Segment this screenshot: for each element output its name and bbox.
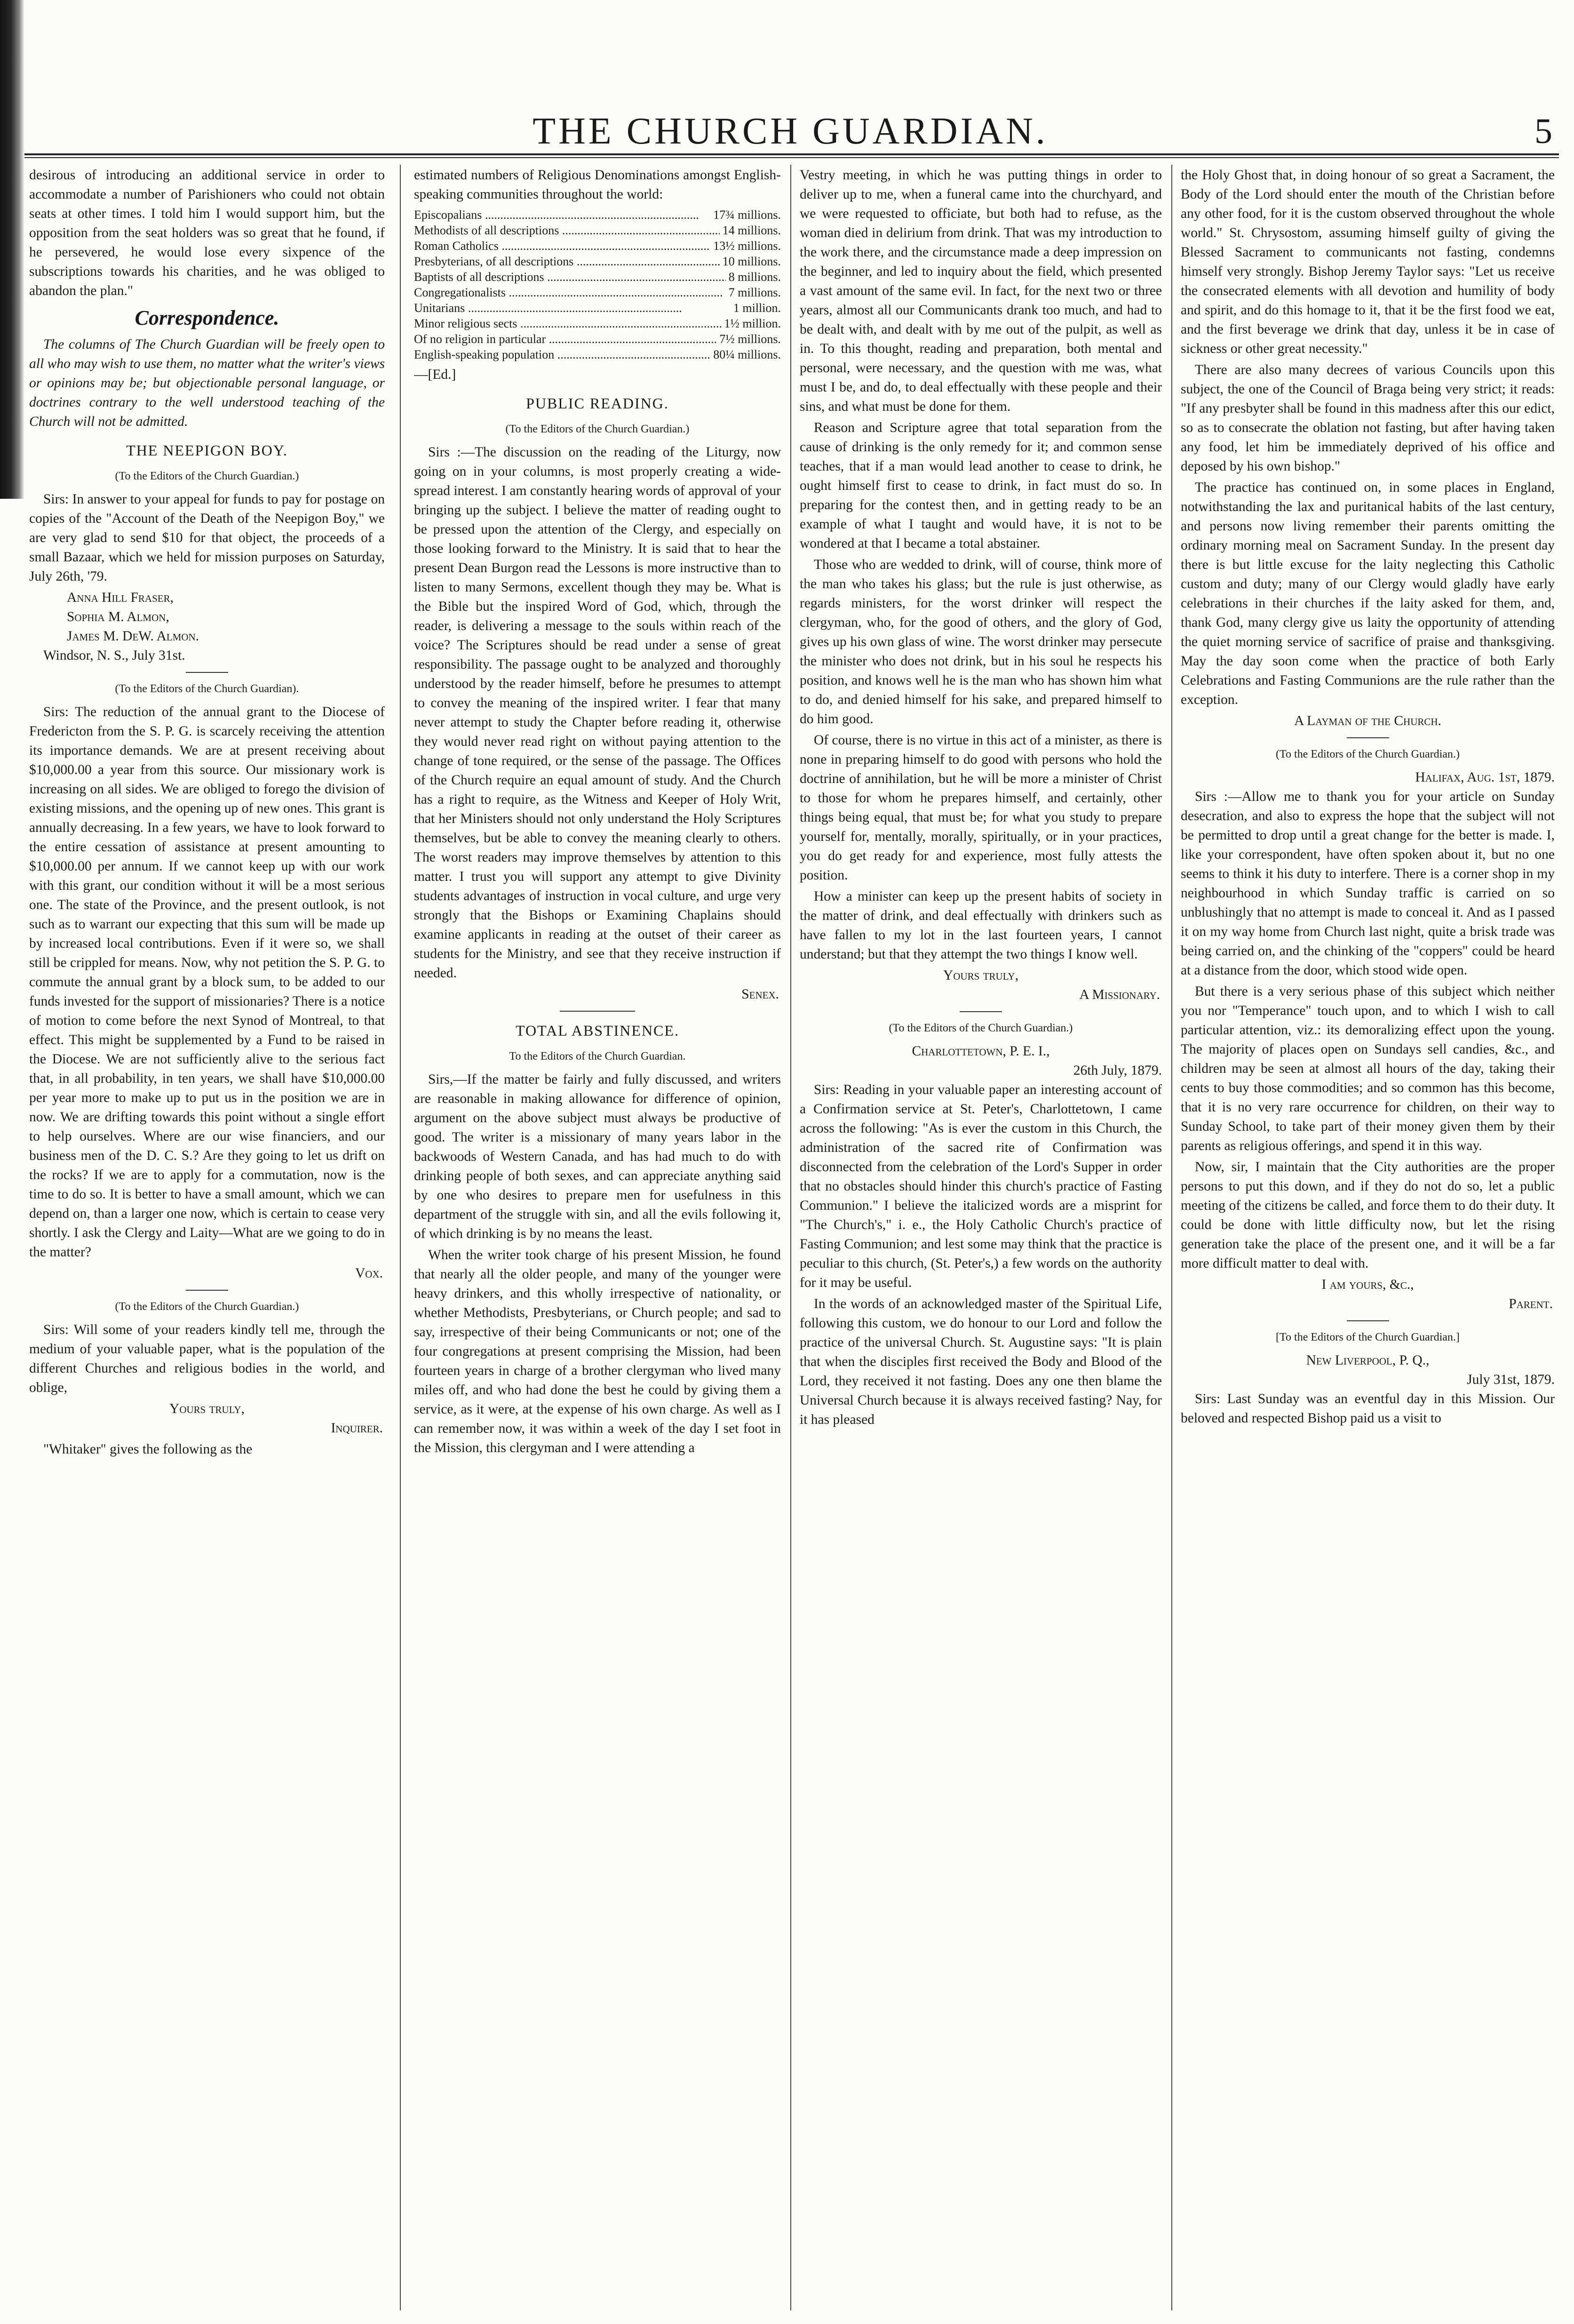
page-number: 5: [1534, 112, 1552, 151]
column-2: [414, 166, 781, 2307]
letter-body: Sirs :—The discussion on the reading of the Liturgy, now going on in your columns, is most properly creating a wide-spread interest. I am constantly hearing words of approval of your bringing up the subject. I believe the matter of reading ought to be pressed upon the attention of the Clergy, and especially on those looking forward to the Ministry. It is said that to hear the present Dean Burgon read the Lessons is more instructive than to listen to many Sermons, excellent though they may be. What is the Bible but the inspired Word of God, which, through the reader, is delivering a message to the souls within reach of the voice? The Scriptures should be read under a sense of great responsibility. The passage ought to be analyzed and thoroughly understood by the reader himself, before he presumes to attempt to convey the meaning of the inspired writer. I fear that many never attempt to study the Chapter before reading it, otherwise they would never read right on without paying attention to the change of tone required, or the sense of the passage. The Offices of the Church require an equal amount of study. And the Church has a right to require, as the Witness and Keeper of Holy Writ, that her Ministers should not only understand the Holy Scriptures themselves, but be able to convey the meaning clearly to others. The worst readers may improve themselves by attention to this matter. I trust you will support any attempt to give Divinity students advantages of instruction in vocal culture, and urge very strongly that the Bishops or Examining Chaplains should examine applicants in reading at the outset of their career as students for the Ministry, and see that they receive instruction if needed.: [414, 445, 781, 981]
letter-body: Sirs,—If the matter be fairly and fully discussed, and writers are reasonable in making allowance for difference of opinion, argument on the above subject must always be productive of good. The writer is a missionary of many years labor in the backwoods of Western Canada, and has had much to do with drinking people of both sexes, and can appreciate anything said by one who desires to prepare men for usefulness in this department of the struggle with sin, and all the evils following it, of which drinking is by no means the least.: [414, 1072, 781, 1241]
separator: [560, 1011, 635, 1012]
paragraph: Of course, there is no virtue in this act of a minister, as there is none in preparing himself to do good with persons who hold the doctrine of annihilation, but he will be more a minister of Christ to those for whom he prepares himself, and certainly, other things being equal, that must be; for what you study to prepare yourself for, mentally, morally, spiritually, or in your practices, you do get ready for and experience, most fully attests the position.: [800, 733, 1162, 883]
column-divider: [1171, 165, 1172, 2310]
column-divider: [400, 165, 401, 2310]
table-row: [414, 269, 781, 285]
row-value: 1 million.: [733, 301, 781, 315]
row-label: Episcopalians .....: [414, 207, 710, 223]
masthead-rule: [24, 153, 1559, 155]
row-value: 7½ millions.: [719, 332, 781, 346]
article-heading: TOTAL ABSTINENCE.: [516, 1022, 679, 1039]
table-row: [414, 285, 781, 300]
letter-place: Charlottetown, P. E. I.,: [912, 1044, 1050, 1059]
row-value: 17¾ millions.: [713, 208, 781, 222]
reply-start: "Whitaker" gives the following as the: [43, 1442, 253, 1457]
letter-closing: Yours truly,: [169, 1401, 245, 1416]
signature: Inquirer.: [331, 1421, 383, 1436]
signatory: James M. DeW. Almon.: [67, 629, 199, 644]
masthead-rule-thin: [24, 157, 1559, 158]
editors-line: (To the Editors of the Church Guardian.): [889, 1022, 1073, 1034]
paragraph: How a minister can keep up the present habits of society in the matter of drink, and deal effectually with drinkers such as have fallen to my lot in the last fourteen years, I cannot understand; but that they attempt the two things I know well.: [800, 889, 1162, 962]
letter-body: Now, sir, I maintain that the City authorities are the proper persons to put this down, and if they do not do so, let a public meeting of the citizens be called, and force them to do their duty. It could be done with little difficulty now, but let the rising generation take the place of the present one, and it will be a far more difficult matter to deal with.: [1181, 1159, 1555, 1271]
editors-line: (To the Editors of the Church Guardian).: [115, 683, 299, 695]
masthead: [28, 111, 1552, 152]
signature: Parent.: [1509, 1296, 1553, 1311]
row-label: Of no religion in particular .....: [414, 331, 716, 347]
paragraph: Those who are wedded to drink, will of course, think more of the man who takes his glass; but the rule is just otherwise, as regards ministers, for the worst drinker will respect the clergyman, who, for the good of others, and the glory of God, gives up his own glass of wine. The worst drinker may persecute the minister who does not drink, but in his soul he respects his position, and knows well he is the man who has shown him what to do, and denied himself for his sake, and prepared himself to do him good.: [800, 557, 1162, 727]
table-row: [414, 238, 781, 254]
row-label: Presbyterians, of all descriptions .....: [414, 254, 720, 269]
row-label: Minor religious sects .....: [414, 316, 721, 331]
letter-place: Windsor, N. S., July 31st.: [43, 648, 185, 663]
row-value: 13½ millions.: [713, 239, 781, 253]
letter-body: Sirs: The reduction of the annual grant to the Diocese of Fredericton from the S. P. G. is scarcely receiving the attention its importance demands. We are at present receiving about $10,000.00 a year from this source. Our missionary work is increasing on all sides. We are obliged to forego the division of existing missions, and the opening up of new ones. This grant is annually decreasing. In a few years, we have to look forward to the entire cessation of assistance at present amounting to $10,000.00 per annum. If we cannot keep up with our work with this grant, our condition without it will be a most serious one. The state of the Province, and the present outlook, is not such as to warrant our expecting that this sum will be made up by increased local contributions. Even if it were so, we shall still be crippled for means. Now, why not petition the S. P. G. to commute the annual grant by a block sum, to be added to our funds invested for the support of missionaries? There is a notice of motion to come before the next Synod of Montreal, to that effect. This might be supplemented by a Fund to be raised in the Diocese. We are not sufficiently alive to the serious fact that, in all probability, in ten years, we shall have $10,000.00 per year more to make up to put us in the position we are in now. We are drifting towards this point without a single effort to help ourselves. Where are our wise financiers, and our business men of the D. C. S.? Are they going to let us drift on the rocks? If we are to apply for a commutation, now is the time to do so. It is better to have a small amount, which we can depend on, than a larger one now, which is certain to cease very shortly. I ask the Clergy and Laity—What are we going to do in the matter?: [29, 704, 385, 1260]
signature: Vox.: [355, 1266, 383, 1281]
letter-body: Sirs: Reading in your valuable paper an interesting account of a Confirmation service at St. Peter's, Charlottetown, I came across the following: "As is ever the custom in this Church, the administration of the sacred rite of Confirmation was disconnected from the celebration of the Lord's Supper in order that no obstacles should hinder this church's practice of Fasting Communion." I believe the italicized words are a misprint for "The Church's," i. e., the Holy Catholic Church's practice of Fasting Communion; and lest some may think that the practice is peculiar to this church, (St. Peter's,) a few words on the authority for it may be useful.: [800, 1082, 1162, 1290]
row-label: Congregationalists .....: [414, 285, 726, 300]
letter-body: Sirs: In answer to your appeal for funds to pay for postage on copies of the "Account of the Death of the Neepigon Boy," we are very glad to send $10 for that object, the proceeds of a small Bazaar, which we held for mission purposes on Saturday, July 26th, '79.: [29, 492, 385, 584]
table-row: [414, 300, 781, 316]
signatory: Sophia M. Almon,: [67, 609, 169, 624]
column-4: [1181, 166, 1555, 2307]
table-row: [414, 347, 781, 362]
row-label: English-speaking population .....: [414, 347, 710, 362]
separator: [1347, 737, 1389, 738]
paragraph: There are also many decrees of various Councils upon this subject, the one of the Council of Braga being very strict; it reads: "If any presbyter shall be found in this madness after this our edict, so as to consecrate the oblation not fasting, but after having taken any food, let him be immediately deprived of his office and deposed by his own bishop.": [1181, 362, 1555, 474]
letter-place: Halifax, Aug. 1st, 1879.: [1415, 770, 1555, 785]
paragraph: Vestry meeting, in which he was putting things in order to deliver up to me, when a funeral came into the churchyard, and we were requested to officiate, but both had to refuse, as the woman died in delirium from drink. That was my introduction to the work there, and the circumstance made a deep impression on the beginner, and led to inquiry about the field, which presented a vast amount of the same evil. In fact, for the next two or three years, almost all our Communicants drank too much, and had to be dealt with, and dealt with by me out of the pulpit, as well as in. To this thought, reading and preparation, both mental and personal, were necessary, and the question with me was, what must I be, and do, to deal effectually with these people and their sins, and what must be done for them.: [800, 168, 1162, 414]
scan-binding-edge: [0, 0, 24, 499]
row-value: 8 millions.: [728, 270, 781, 284]
row-value: 80¼ millions.: [713, 348, 781, 361]
editor-note: —[Ed.]: [414, 367, 456, 382]
row-value: 10 millions.: [722, 255, 781, 268]
table-row: [414, 223, 781, 238]
table-row: [414, 331, 781, 347]
editors-line: [To the Editors of the Church Guardian.]: [1276, 1331, 1460, 1343]
editors-line: (To the Editors of the Church Guardian.): [505, 423, 690, 435]
column-divider: [790, 165, 791, 2310]
editors-line: (To the Editors of the Church Guardian.): [115, 1301, 299, 1313]
row-label: Baptists of all descriptions .....: [414, 269, 726, 285]
row-value: 1½ million.: [724, 317, 781, 330]
editors-line: (To the Editors of the Church Guardian.): [115, 470, 299, 482]
row-label: Methodists of all descriptions .....: [414, 223, 720, 238]
letter-body: In the words of an acknowledged master of the Spiritual Life, following this custom, we do honour to our Lord and follow the practice of the universal Church. St. Augustine says: "It is plain that when the disciples first received the Body and Blood of the Lord, they received it not fasting. Does any one then blame the Universal Church because it is always received fasting? Nay, for it has pleased: [800, 1296, 1162, 1427]
denomination-table: [414, 207, 781, 362]
paragraph: Reason and Scripture agree that total separation from the cause of drinking is the only remedy for it; and common sense teaches, that if a man would lead another to cease to drink, he ought himself first to cease to drink, in fact must do so. In preparing for the contest then, and in getting ready to be an example of what I taught and would have, it is not to be wondered at that I became a total abstainer.: [800, 420, 1162, 551]
column-3: [800, 166, 1162, 2307]
column-1: [29, 166, 385, 2307]
letter-date: 26th July, 1879.: [1073, 1063, 1162, 1078]
signature: A Missionary.: [1079, 987, 1160, 1002]
separator: [960, 1011, 1002, 1012]
article-heading: THE NEEPIGON BOY.: [126, 442, 288, 459]
letter-date: July 31st, 1879.: [1467, 1372, 1555, 1387]
signature: A Layman of the Church.: [1294, 713, 1441, 728]
letter-closing: Yours truly,: [943, 968, 1018, 983]
letter-body: Sirs :—Allow me to thank you for your article on Sunday desecration, and also to express the hope that the subject will not be permitted to drop until a great change for the better is made. I, like your correspondent, have often spoken about it, but no one seems to think it his duty to interfere. There is a corner shop in my neighbourhood in which Sunday traffic is carried on so unblushingly that no attempt is made to conceal it. And as I passed it on my way home from Church last night, quite a brisk trade was being carried on, and the chinking of the "coppers" could be heard at a distance from the door, which stood wide open.: [1181, 789, 1555, 978]
letter-place: New Liverpool, P. Q.,: [1306, 1353, 1430, 1368]
editorial-disclaimer: The columns of The Church Guardian will be freely open to all who may wish to use them, no matter what the writer's views or opinions may be; but objectionable personal language, or doctrines contrary to the well understood teaching of the Church will not be admitted.: [29, 337, 385, 429]
row-label: Roman Catholics .....: [414, 238, 710, 254]
table-row: [414, 316, 781, 331]
paragraph: the Holy Ghost that, in doing honour of so great a Sacrament, the Body of the Lord should enter the mouth of the Christian before any other food, for it is the custom observed throughout the whole world." St. Chrysostom, assuming himself guilty of giving the Blessed Sacrament to communicants not fasting, condemns himself very strongly. Bishop Jeremy Taylor says: "Let us receive the consecrated elements with all devotion and humility of body and spirit, and do this homage to it, that it be the first food we eat, and the first beverage we drink that day, unless it be in case of sickness or other great necessity.": [1181, 168, 1555, 356]
row-value: 14 millions.: [722, 224, 781, 237]
section-heading: Correspondence.: [135, 306, 279, 329]
signatory: Anna Hill Fraser,: [67, 590, 174, 605]
signature: Senex.: [741, 987, 779, 1002]
row-value: 7 millions.: [728, 286, 781, 299]
newspaper-title: THE CHURCH GUARDIAN.: [533, 111, 1048, 152]
letter-body: When the writer took charge of his present Mission, he found that nearly all the older people, and many of the younger were heavy drinkers, and this wholly irrespective of nationality, or whether Methodists, Presbyterians, or Church people; and sad to say, irrespective of their being Communicants or not; one of the four congregations at present comprising the Mission, had been fourteen years in charge of a brother clergyman who lived many miles off, and who had done the best he could by giving them a service, as it were, at the expense of his own charge. As well as I can remember now, it was within a week of the day I set foot in the Mission, this clergyman and I were attending a: [414, 1247, 781, 1455]
article-heading: PUBLIC READING.: [526, 395, 669, 412]
editors-line: (To the Editors of the Church Guardian.): [1276, 748, 1460, 760]
separator: [1347, 1320, 1389, 1321]
paragraph: desirous of introducing an additional service in order to accommodate a number of Parishioners who could not obtain seats at other times. I told him I would support him, but the opposition from the seat holders was so great that he found, if he persevered, he would lose every sixpence of the subscriptions towards his charities, and he was obliged to abandon the plan.": [29, 168, 385, 298]
editors-line: To the Editors of the Church Guardian.: [509, 1050, 686, 1062]
paragraph: The practice has continued on, in some places in England, notwithstanding the lax and puritanical habits of the last century, and persons now living remember their parents omitting the ordinary morning meal on Sacrament Sunday. In the present day there is but little excuse for the laity neglecting this Catholic custom and duty; many of our Clergy would gladly have early celebrations in their churches if the laity asked for them, and, thank God, many clergy give us laity the opportunity of attending the quiet morning service of sacrifice of praise and thanksgiving. May the day soon come when the practice of both Early Celebrations and Fasting Communions are the rule rather than the exception.: [1181, 480, 1555, 707]
separator: [186, 1290, 228, 1291]
letter-body: Sirs: Will some of your readers kindly tell me, through the medium of your valuable paper, what is the population of the different Churches and religious bodies in the world, and oblige,: [29, 1322, 385, 1395]
letter-body: But there is a very serious phase of this subject which neither you nor "Temperance" touch upon, and to which I wish to call particular attention, viz.: its demoralizing effect upon the young. The majority of places open on Sundays sell candies, &c., and children may be seen at almost all hours of the day, taking their cents to buy those commodities; and so common has this become, that it is no very rare occurrence for children, on their way to Sunday School, to take part of their money given them by their parents as religious offerings, and spend it in this way.: [1181, 984, 1555, 1153]
paragraph: estimated numbers of Religious Denominations amongst English-speaking communities throughout the world:: [414, 168, 781, 202]
row-label: Unitarians .....: [414, 300, 731, 316]
table-row: [414, 207, 781, 223]
letter-body: Sirs: Last Sunday was an eventful day in this Mission. Our beloved and respected Bishop paid us a visit to: [1181, 1391, 1555, 1426]
table-row: [414, 254, 781, 269]
separator: [186, 672, 228, 673]
letter-closing: I am yours, &c.,: [1321, 1277, 1414, 1292]
